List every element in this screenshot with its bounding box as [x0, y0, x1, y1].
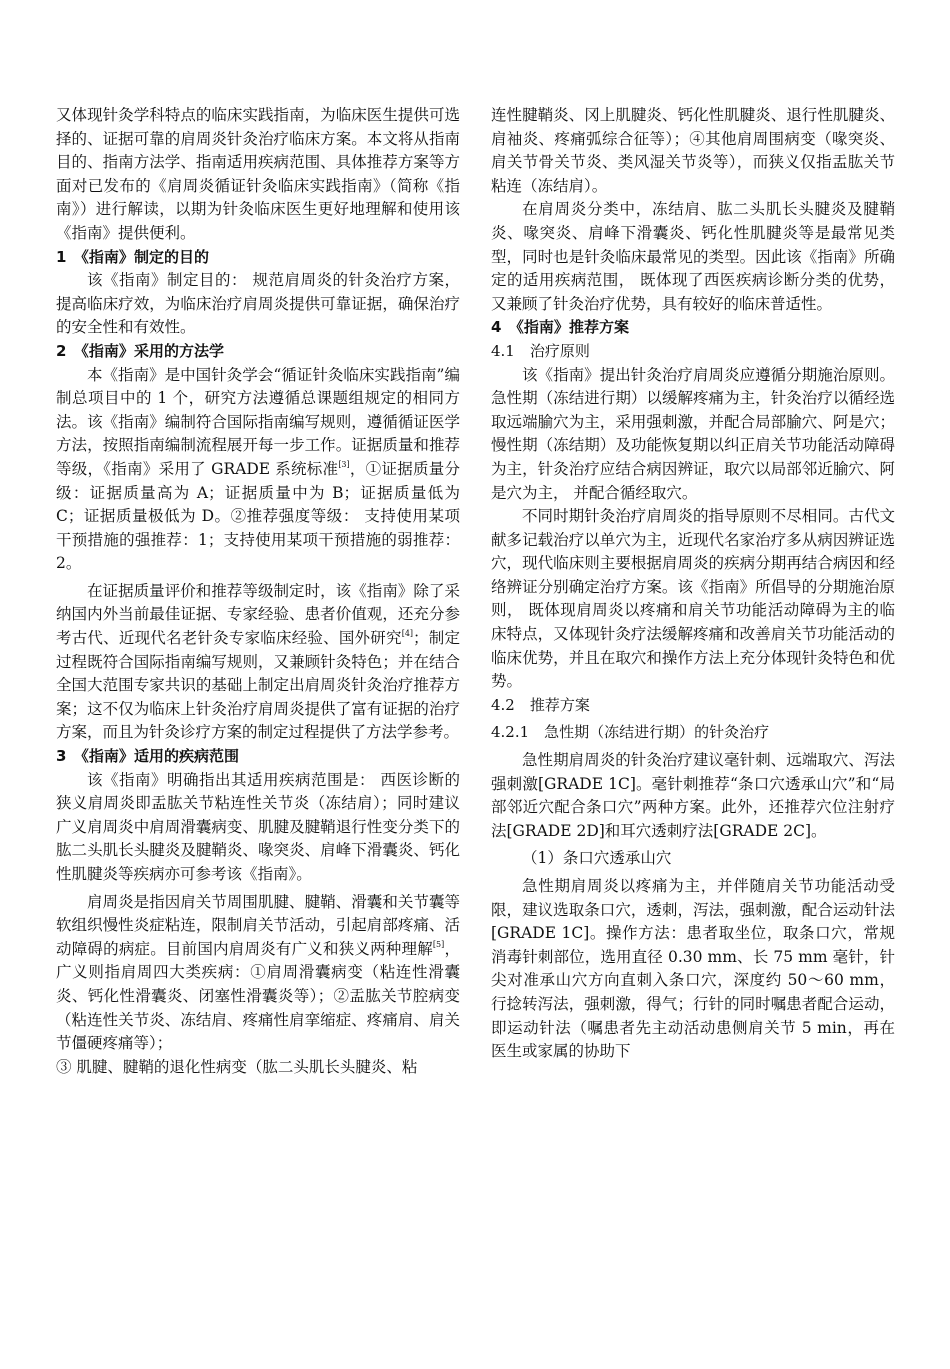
section-1-paragraph: 该《指南》制定目的： 规范肩周炎的针灸治疗方案，提高临床疗效，为临床治疗肩周炎提供可靠证据，确保治疗的安全性和有效性。	[56, 271, 460, 337]
section-2-paragraph-1	[56, 364, 460, 576]
text-run: 本《指南》是中国针灸学会“循证针灸临床实践指南”编制总项目中的 1 个，研究方法遵循总课题组规定的相同方法。该《指南》编制符合国际指南编写规则，遵循循证医学方法，按照指南编制流程展开每一步工作。证据质量和推荐等级，《指南》采用了 GRADE 系统标准	[56, 365, 460, 478]
text-run: 在证据质量评价和推荐等级制定时，该《指南》除了采纳国内外当前最佳证据、专家经验、患者价值观，还充分参考古代、近现代名老针灸专家临床经验、国外研究	[56, 581, 460, 648]
section-3-paragraph-4: 在肩周炎分类中，冻结肩、肱二头肌长头腱炎及腱鞘炎、喙突炎、肩峰下滑囊炎、钙化性肌腱炎等是最常见类型，同时也是针灸临床最常见的类型。因此该《指南》所确定的适用疾病范围， 既体现了西医疾病诊断分类的优势，又兼顾了针灸治疗优势，具有较好的临床普适性。	[491, 200, 895, 313]
section-4-2-heading: 4.2 推荐方案	[491, 695, 590, 714]
citation-3: [3]	[338, 459, 350, 469]
section-4-2-1-paragraph-2: 急性期肩周炎以疼痛为主，并伴随肩关节功能活动受限，建议选取条口穴，透刺，泻法，强刺激，配合运动针法[GRADE 1C]。操作方法：患者取坐位，取条口穴，常规消毒针刺部位，选用直径 0.30 mm、长 75 mm 毫针，针尖对准承山穴方向直刺入条口穴，深度约 50～60 mm，行捻转泻法，强刺激，得气；行针的同时嘱患者配合运动，即运动针法（嘱患者先主动活动患侧肩关节 5 min，再在医生或家属的协助下	[491, 877, 895, 1061]
section-3-paragraph-1: 该《指南》明确指出其适用疾病范围是： 西医诊断的狭义肩周炎即盂肱关节粘连性关节炎（冻结肩）；同时建议广义肩周炎中肩周滑囊病变、肌腱及腱鞘退行性变分类下的肱二头肌长头腱炎及腱鞘炎、喙突炎、肩峰下滑囊炎、钙化性肌腱炎等疾病亦可参考该《指南》。	[56, 770, 460, 883]
intro-paragraph: 又体现针灸学科特点的临床实践指南，为临床医生提供可选择的、证据可靠的肩周炎针灸治疗临床方案。本文将从指南目的、指南方法学、指南适用疾病范围、具体推荐方案等方面对已发布的《肩周炎循证针灸临床实践指南》（简称《指南》）进行解读，以期为针灸临床医生更好地理解和使用该《指南》提供便利。	[56, 106, 460, 242]
subsection-1-heading: （1）条口穴透承山穴	[522, 849, 672, 868]
citation-4: [4]	[401, 629, 414, 639]
section-1-heading: 1 《指南》制定的目的	[56, 247, 209, 266]
section-4-1-heading: 4.1 治疗原则	[491, 341, 590, 360]
section-3-paragraph-3: ③ 肌腱、腱鞘的退化性病变（肱二头肌长头腱炎、粘	[56, 1057, 418, 1076]
section-4-1-paragraph-2: 不同时期针灸治疗肩周炎的指导原则不尽相同。古代文献多记载治疗以单穴为主，近现代名家治疗多从病因辨证选穴，现代临床则主要根据肩周炎的疾病分期再结合病因和经络辨证分别确定治疗方案。该《指南》所倡导的分期施治原则， 既体现肩周炎以疼痛和肩关节功能活动障碍为主的临床特点，又体现针灸疗法缓解疼痛和改善肩关节功能活动的临床优势，并且在取穴和操作方法上充分体现针灸特色和优势。	[491, 507, 895, 691]
section-4-heading: 4 《指南》推荐方案	[491, 318, 629, 337]
section-4-2-1-paragraph-1: 急性期肩周炎的针灸治疗建议毫针刺、远端取穴、泻法强刺激[GRADE 1C]。毫针刺推荐“条口穴透承山穴”和“局部邻近穴配合条口穴”两种方案。此外，还推荐穴位注射疗法[GRADE 2D]和耳穴透刺疗法[GRADE 2C]。	[491, 751, 895, 840]
section-3-paragraph-2	[56, 891, 460, 1056]
text-run: 肩周炎是指因肩关节周围肌腱、腱鞘、滑囊和关节囊等软组织慢性炎症粘连，限制肩关节活动，引起肩部疼痛、活动障碍的病症。目前国内肩周炎有广义和狭义两种理解	[56, 892, 460, 958]
section-4-2-1-heading: 4.2.1 急性期（冻结进行期）的针灸治疗	[491, 723, 770, 742]
text-run: ；制定过程既符合国际指南编写规则，又兼顾针灸特色；并在结合全国大范围专家共识的基础上制定出肩周炎针灸治疗推荐方案；这不仅为临床上针灸治疗肩周炎提供了富有证据的治疗方案，而且为针灸诊疗方案的制定过程提供了方法学参考。	[56, 629, 460, 742]
section-4-1-paragraph-1: 该《指南》提出针灸治疗肩周炎应遵循分期施治原则。急性期（冻结进行期）以缓解疼痛为主，针灸治疗以循经选取远端腧穴为主，采用强刺激，并配合局部腧穴、阿是穴； 慢性期（冻结期）及功能恢复期以纠正肩关节功能活动障碍为主，针灸治疗应结合病因辨证，取穴以局部邻近腧穴、阿是穴为主， 并配合循经取穴。	[491, 365, 895, 502]
citation-5: [5]	[432, 939, 445, 949]
section-2-paragraph-2	[56, 580, 460, 745]
right-column	[491, 104, 895, 1064]
section-3-continued: 连性腱鞘炎、冈上肌腱炎、钙化性肌腱炎、退行性肌腱炎、肩袖炎、疼痛弧综合征等）；④其他肩周围病变（喙突炎、肩关节骨关节炎、类风湿关节炎等），而狭义仅指盂肱关节粘连（冻结肩）。	[491, 106, 895, 195]
left-column	[56, 104, 460, 1079]
text-run: ，广义则指肩周四大类疾病：①肩周滑囊病变（粘连性滑囊炎、钙化性滑囊炎、闭塞性滑囊炎等）；②盂肱关节腔病变（粘连性关节炎、冻结肩、疼痛性肩挛缩症、疼痛肩、肩关节僵硬疼痛等）；	[56, 939, 460, 1053]
text-run: ，①证据质量分级：证据质量高为 A；证据质量中为 B；证据质量低为 C；证据质量极低为 D。②推荐强度等级： 支持使用某项干预措施的强推荐：1；支持使用某项干预措施的弱推荐：2。	[56, 459, 460, 573]
section-3-heading: 3 《指南》适用的疾病范围	[56, 747, 239, 766]
section-2-heading: 2 《指南》采用的方法学	[56, 341, 224, 360]
